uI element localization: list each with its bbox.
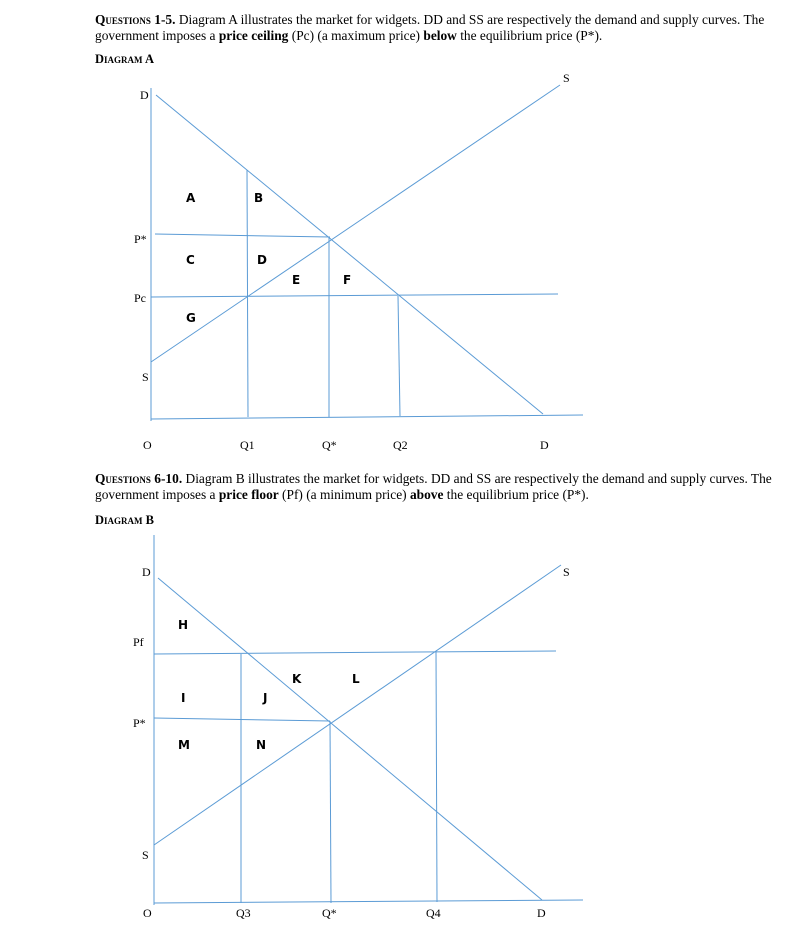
diagram-a-label-q1: Q1: [240, 438, 255, 452]
diagram-b-region-j: J: [263, 691, 268, 705]
diagram-a-region-a: A: [186, 191, 196, 205]
diagram-a: [134, 71, 583, 452]
diagram-a-title: Diagram A: [95, 52, 154, 66]
diagram-b-region-i: I: [181, 691, 186, 705]
diagram-b-region-n: N: [256, 738, 267, 752]
diagram-b-region-k: K: [292, 672, 302, 686]
diagram-a-label-q2: Q2: [393, 438, 408, 452]
diagram-a-region-b: B: [254, 191, 264, 205]
diagram-a-region-c: C: [186, 253, 195, 267]
diagram-a-region-d: D: [257, 253, 267, 267]
diagram-a-region-e: E: [292, 273, 301, 287]
diagram-b-demand-curve: [158, 578, 542, 900]
diagram-b-q-star-line: [330, 721, 331, 903]
question-a-text: Questions 1-5. Diagram A illustrates the market for widgets. DD and SS are respectively the demand and supply curves. The government imposes a price ceiling (Pc) (a maximum price) below the equilibrium price (P*).: [95, 12, 765, 43]
diagram-a-q1-line: [247, 170, 248, 417]
diagram-a-label-origin: O: [143, 438, 152, 452]
diagram-b-q4-line: [436, 651, 437, 902]
diagram-a-label-s-left: S: [142, 370, 149, 384]
diagram-a-label-pc: Pc: [134, 291, 146, 305]
diagram-b-p-star-line: [154, 718, 330, 721]
diagram-b-label-q4: Q4: [426, 906, 441, 920]
question-b-number: Questions 6-10.: [95, 471, 183, 486]
diagram-b-label-q3: Q3: [236, 906, 251, 920]
diagram-b-label-s-top: S: [563, 565, 570, 579]
diagram-a-label-d-bottom: D: [540, 438, 549, 452]
diagram-a-label-d-top: D: [140, 88, 149, 102]
diagram-b-pf-line: [154, 651, 556, 654]
diagram-b-label-q-star: Q*: [322, 906, 337, 920]
diagram-a-region-f: F: [343, 273, 352, 287]
diagram-b-region-m: M: [178, 738, 190, 752]
diagram-a-label-p-star: P*: [134, 232, 147, 246]
diagram-b-region-h: H: [178, 618, 189, 632]
question-a-number: Questions 1-5.: [95, 12, 176, 27]
diagram-a-demand-curve: [156, 95, 543, 414]
diagram-a-p-star-line: [155, 234, 330, 237]
diagram-b-label-d-top: D: [142, 565, 151, 579]
diagram-a-label-s-top: S: [563, 71, 570, 85]
diagram-b-label-p-star: P*: [133, 716, 146, 730]
diagram-a-region-g: G: [186, 311, 196, 325]
diagram-a-pc-line: [151, 294, 558, 297]
diagram-a-label-q-star: Q*: [322, 438, 337, 452]
diagram-b-label-d-bottom: D: [537, 906, 546, 920]
diagram-a-q2-line: [398, 296, 400, 416]
diagram-b-x-axis: [154, 900, 583, 903]
diagram-b-label-origin: O: [143, 906, 152, 920]
diagram-b-supply-curve: [154, 565, 561, 845]
diagram-a-x-axis: [151, 415, 583, 419]
question-b-text: Questions 6-10. Diagram B illustrates the market for widgets. DD and SS are respectively the demand and supply curves. The government imposes a price floor (Pf) (a minimum price) above the equilibrium price (P*).: [95, 471, 772, 502]
diagram-b-region-l: L: [352, 672, 360, 686]
diagram-b: [133, 535, 583, 920]
diagram-b-label-pf: Pf: [133, 635, 144, 649]
diagram-b-title: Diagram B: [95, 513, 154, 527]
diagram-b-label-s-left: S: [142, 848, 149, 862]
diagram-a-supply-curve: [151, 85, 560, 362]
